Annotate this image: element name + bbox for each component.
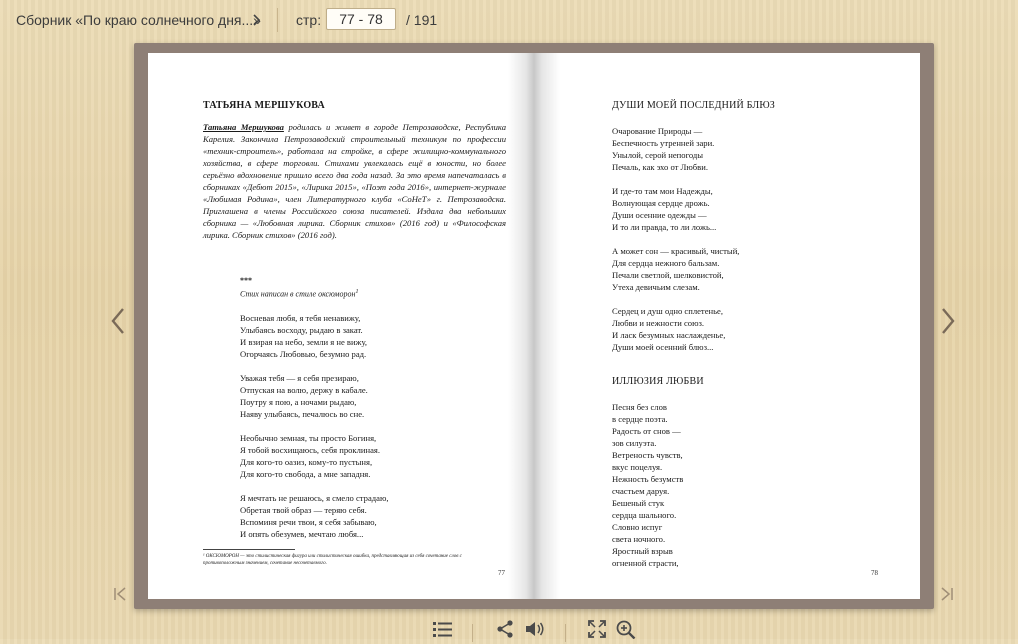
poem-line: Нежность безумств bbox=[612, 474, 684, 484]
poem-line: И опять обезумев, мечтаю любя... bbox=[240, 529, 364, 539]
poem-line: вкус поцелуя. bbox=[612, 462, 663, 472]
poem-line: Восневая любя, я тебя ненавижу, bbox=[240, 313, 361, 323]
poem-blues bbox=[612, 125, 739, 365]
page-number-left: 77 bbox=[498, 569, 505, 577]
book-spread bbox=[134, 43, 934, 609]
last-page-icon[interactable] bbox=[940, 586, 954, 606]
poem-stanza bbox=[240, 312, 389, 360]
poem-title-illusion: ИЛЛЮЗИЯ ЛЮБВИ bbox=[612, 376, 704, 387]
poem-line: Необычно земная, ты просто Богиня, bbox=[240, 433, 377, 443]
poem-stanza bbox=[240, 372, 389, 420]
left-poem bbox=[240, 312, 389, 552]
poem-line: света ночного. bbox=[612, 534, 666, 544]
poem-epigraph bbox=[240, 289, 359, 299]
page-number-input[interactable] bbox=[326, 8, 396, 30]
poem-line: Я тобой восхищаюсь, себя проклиная. bbox=[240, 445, 380, 455]
contents-list-icon[interactable] bbox=[433, 620, 453, 643]
sound-icon[interactable] bbox=[525, 620, 545, 643]
poem-stars: *** bbox=[240, 276, 252, 285]
bio-name: Татьяна Мершукова bbox=[203, 122, 284, 132]
bio-text: родилась и живет в городе Петрозаводске, Республика Карелия. Закончила Петрозаводский строительный техникум по профессии «техник-строитель», работала на стройке, в сфере жилищно-коммунального хозяйства, в сфере торговли. Стихами увлекалась ещё в юности, но более серьёзно вдохновение пришло всего два года назад. За это время напечаталась в сборниках «Дебют 2015», «Лирика 2015», «Поэт года 2016», интернет-журнале «Любимая Родина», член Литературного клуба «СоНеТ» г. Петрозаводска. Приглашена в члены Российского союза писателей. Издала два небольших сборника — «Любовная лирика. Сборник стихов» (2016 год) и «Философская лирика. Сборник стихов» (2016 год). bbox=[203, 122, 507, 240]
epigraph-text: Стих написан в стиле оксюморон bbox=[240, 289, 356, 299]
poem-line: в сердце поэта. bbox=[612, 414, 668, 424]
poem-line: Очарование Природы — bbox=[612, 126, 703, 136]
poem-line: Песня без слов bbox=[612, 402, 667, 412]
author-bio bbox=[203, 121, 506, 241]
chevron-down-icon[interactable] bbox=[252, 10, 264, 35]
poem-line: Печали светлой, шелковистой, bbox=[612, 270, 724, 280]
toolbar-divider bbox=[565, 624, 566, 642]
first-page-icon[interactable] bbox=[113, 586, 127, 606]
poem-stanza bbox=[612, 305, 739, 353]
poem-line: Радость от снов — bbox=[612, 426, 681, 436]
poem-line: Для кого-то свобода, а мне западня. bbox=[240, 469, 371, 479]
bottom-toolbar bbox=[0, 614, 1018, 639]
footnote-mark: 1 bbox=[355, 289, 359, 295]
poem-line: А может сон — красивый, чистый, bbox=[612, 246, 740, 256]
poem-stanza bbox=[612, 245, 739, 293]
poem-line: Сердец и душ одно сплетенье, bbox=[612, 306, 723, 316]
poem-line: Бешеный стук bbox=[612, 498, 665, 508]
poem-line: Печаль, как эхо от Любви. bbox=[612, 162, 708, 172]
book-title: Сборник «По краю солнечного дня...» bbox=[16, 12, 261, 28]
poem-line: Души моей осенний блюз... bbox=[612, 342, 714, 352]
chevron-right-icon[interactable] bbox=[940, 306, 956, 343]
toolbar-divider bbox=[472, 624, 473, 642]
page-label: стр: bbox=[296, 12, 322, 28]
poem-stanza bbox=[612, 401, 683, 569]
poem-line: Унылой, серой непогоды bbox=[612, 150, 704, 160]
poem-line: Поутру я пою, а ночами рыдаю, bbox=[240, 397, 357, 407]
page-number-right: 78 bbox=[871, 569, 878, 577]
poem-title-blues: ДУШИ МОЕЙ ПОСЛЕДНИЙ БЛЮЗ bbox=[612, 100, 776, 111]
zoom-in-icon[interactable] bbox=[616, 620, 636, 644]
poem-line: Ветреность чувств, bbox=[612, 450, 683, 460]
poem-stanza bbox=[240, 492, 389, 540]
poem-line: Беспечность утренней зари. bbox=[612, 138, 715, 148]
toolbar-divider bbox=[277, 8, 278, 32]
poem-line: И ласк безумных наслажденье, bbox=[612, 330, 726, 340]
page-left[interactable] bbox=[148, 53, 534, 599]
poem-line: Обретая твой образ — теряю себя. bbox=[240, 505, 367, 515]
top-bar bbox=[0, 0, 1018, 40]
poem-line: сердца шального. bbox=[612, 510, 677, 520]
poem-line: Вспоминя речи твои, я себя забываю, bbox=[240, 517, 377, 527]
poem-line: Любви и нежности союз. bbox=[612, 318, 705, 328]
share-icon[interactable] bbox=[496, 620, 514, 643]
poem-line: Для сердца нежного бальзам. bbox=[612, 258, 720, 268]
poem-line: И где-то там мои Надежды, bbox=[612, 186, 713, 196]
poem-line: Уважая тебя — я себя презираю, bbox=[240, 373, 359, 383]
poem-line: Души осенние одежды — bbox=[612, 210, 707, 220]
poem-line: зов силуэта. bbox=[612, 438, 657, 448]
chevron-left-icon[interactable] bbox=[110, 306, 126, 343]
poem-stanza bbox=[240, 432, 389, 480]
poem-line: Яростный взрыв bbox=[612, 546, 673, 556]
footnote-rule bbox=[203, 549, 295, 550]
poem-line: И то ли правда, то ли ложь... bbox=[612, 222, 717, 232]
poem-illusion bbox=[612, 401, 683, 581]
poem-line: Огорчаясь Любовью, безумно рад. bbox=[240, 349, 367, 359]
footnote: ¹ ОКСЮМОРОН — это стилистическая фигура или стилистическая ошибка, представляющая из себя сочетание слов с противоположным значением, сочетание несочетаемого. bbox=[203, 554, 462, 566]
poem-line: Отпуская на волю, держу в кабале. bbox=[240, 385, 368, 395]
poem-line: Волнующая сердце дрожь. bbox=[612, 198, 710, 208]
poem-line: счастьем даруя. bbox=[612, 486, 670, 496]
fullscreen-icon[interactable] bbox=[588, 620, 606, 643]
page-total: / 191 bbox=[406, 12, 438, 28]
poem-line: Я мечтать не решаюсь, я смело страдаю, bbox=[240, 493, 389, 503]
poem-line: Наяву улыбаясь, печалюсь во сне. bbox=[240, 409, 365, 419]
author-heading: ТАТЬЯНА МЕРШУКОВА bbox=[203, 100, 325, 111]
poem-line: Словно испуг bbox=[612, 522, 663, 532]
poem-line: Для кого-то оазиз, кому-то пустыня, bbox=[240, 457, 373, 467]
poem-stanza bbox=[612, 185, 739, 233]
poem-line: И взирая на небо, земли я не вижу, bbox=[240, 337, 368, 347]
poem-line: Улыбаясь восходу, рыдаю в закат. bbox=[240, 325, 363, 335]
poem-line: огненной страсти, bbox=[612, 558, 679, 568]
poem-stanza bbox=[612, 125, 739, 173]
poem-line: Утеха девичьим слезам. bbox=[612, 282, 700, 292]
page-right[interactable] bbox=[534, 53, 920, 599]
